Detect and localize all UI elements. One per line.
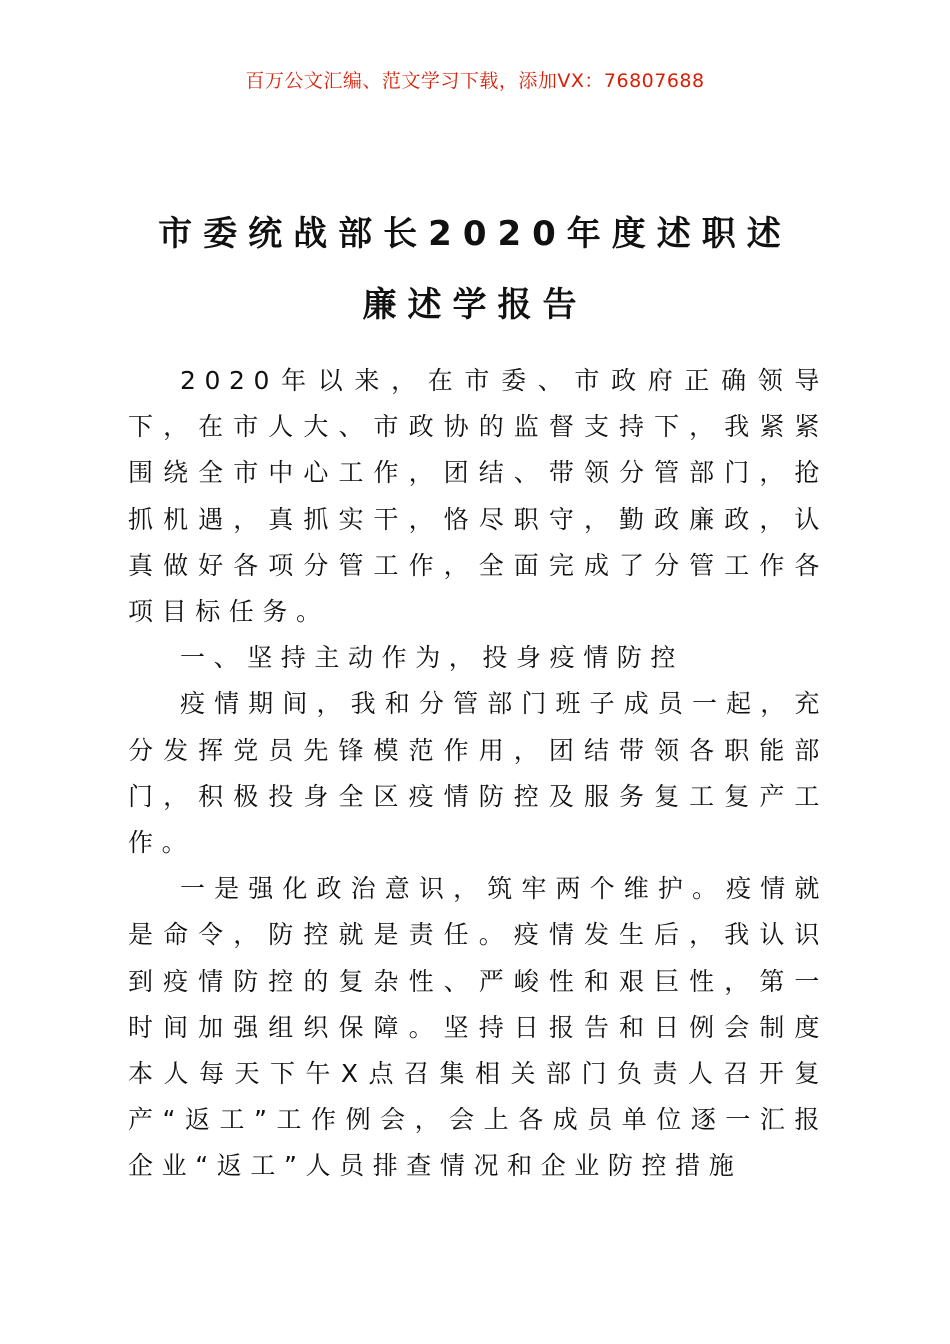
paragraph-section-1-intro: 疫情期间，我和分管部门班子成员一起，充分发挥党员先锋模范作用，团结带领各职能部门，积极投身全区疫情防控及服务复工复产工作。 xyxy=(128,689,828,858)
document-title-line-1: 市委统战部长2020年度述职述 xyxy=(158,214,792,254)
document-body xyxy=(128,358,828,1190)
section-heading-1: 一、坚持主动作为，投身疫情防控 xyxy=(180,643,685,673)
header-promo-note: 百万公文汇编、范文学习下载，添加VX：76807688 xyxy=(245,70,705,92)
paragraph-intro: 2020年以来，在市委、市政府正确领导下，在市人大、市政协的监督支持下，我紧紧围绕全市中心工作，团结、带领分管部门，抢抓机遇，真抓实干，恪尽职守，勤政廉政，认真做好各项分管工作，全面完成了分管工作各项目标任务。 xyxy=(128,366,828,627)
document-title-line-2: 廉述学报告 xyxy=(362,285,588,325)
paragraph-point-1: 一是强化政治意识，筑牢两个维护。疫情就是命令，防控就是责任。疫情发生后，我认识到疫情防控的复杂性、严峻性和艰巨性，第一时间加强组织保障。坚持日报告和日例会制度本人每天下午X点召集相关部门负责人召开复产“返工”工作例会，会上各成员单位逐一汇报企业“返工”人员排查情况和企业防控措施 xyxy=(128,874,828,1181)
